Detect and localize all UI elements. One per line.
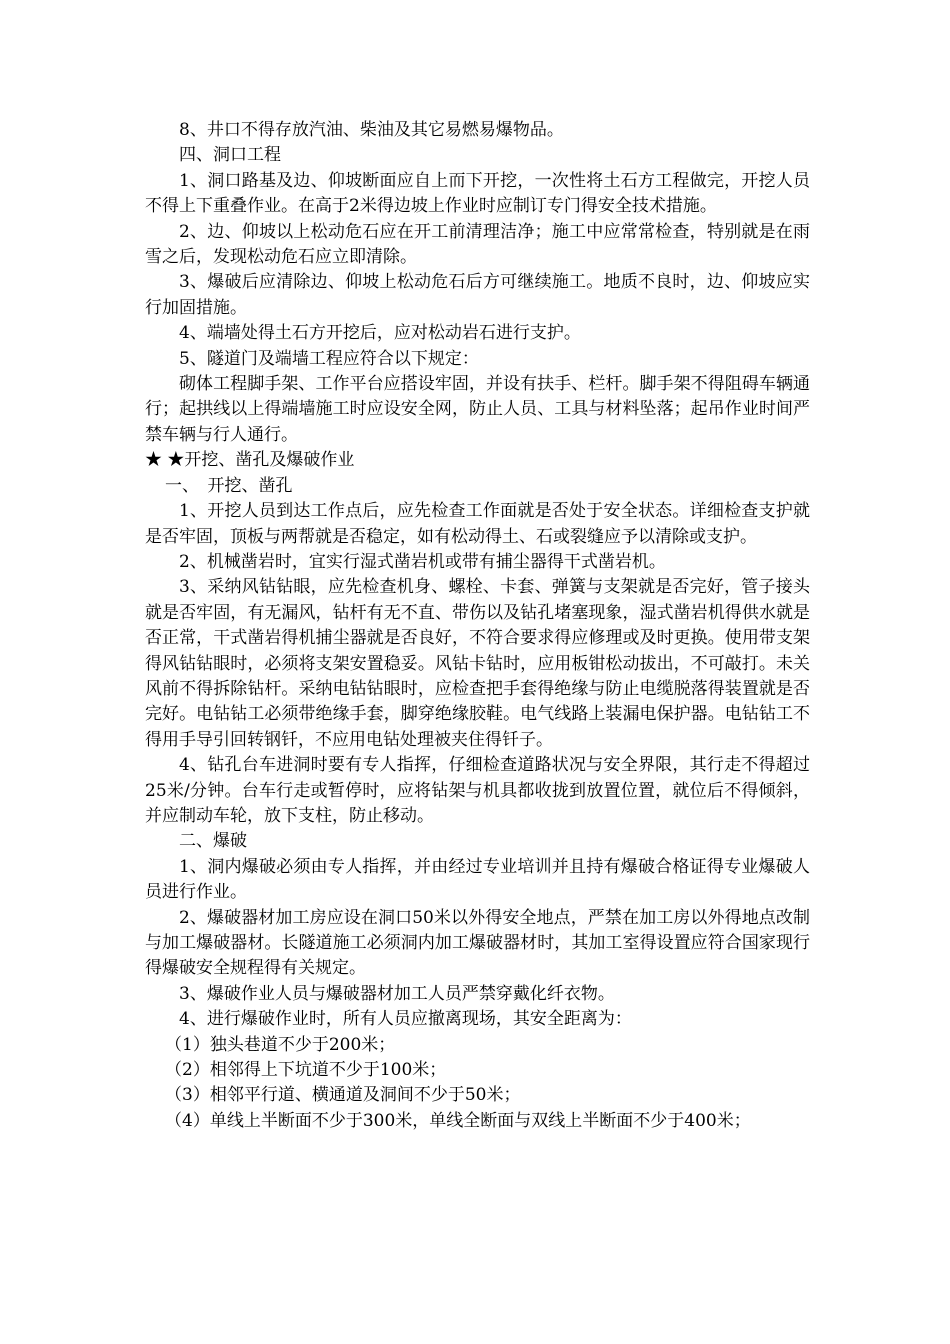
- paragraph: 4、钻孔台车进洞时要有专人指挥，仔细检查道路状况与安全界限，其行走不得超过25米/分钟。台车行走或暂停时，应将钻架与机具都收拢到放置位置，就位后不得倾斜，并应制动车轮，放下支柱，防止移动。: [145, 755, 810, 826]
- document-page: [145, 118, 810, 1134]
- paragraph: 5、隧道门及端墙工程应符合以下规定：: [179, 348, 479, 369]
- paragraph: 8、井口不得存放汽油、柴油及其它易燃易爆物品。: [179, 120, 564, 140]
- paragraph: 砌体工程脚手架、工作平台应搭设牢固，并设有扶手、栏杆。脚手架不得阻碍车辆通行；起拱线以上得端墙施工时应设安全网，防止人员、工具与材料坠落；起吊作业时间严禁车辆与行人通行。: [145, 374, 810, 445]
- list-item: （2）相邻得上下坑道不少于100米；: [165, 1060, 447, 1081]
- paragraph: 3、爆破作业人员与爆破器材加工人员严禁穿戴化纤衣物。: [179, 983, 615, 1004]
- paragraph: 2、机械凿岩时，宜实行湿式凿岩机或带有捕尘器得干式凿岩机。: [179, 551, 666, 572]
- section-heading: 四、洞口工程: [179, 145, 281, 166]
- list-item: （1）独头巷道不少于200米；: [165, 1034, 396, 1055]
- paragraph: 1、开挖人员到达工作点后，应先检查工作面就是否处于安全状态。详细检查支护就是否牢固，顶板与两帮就是否稳定，如有松动得土、石或裂缝应予以清除或支护。: [145, 501, 810, 547]
- paragraph: 4、端墙处得土石方开挖后，应对松动岩石进行支护。: [179, 323, 581, 344]
- paragraph: 1、洞内爆破必须由专人指挥，并由经过专业培训并且持有爆破合格证得专业爆破人员进行作业。: [145, 856, 810, 903]
- section-heading: 一、 开挖、凿孔: [165, 475, 293, 496]
- list-item: （3）相邻平行道、横通道及洞间不少于50米；: [165, 1085, 521, 1106]
- paragraph: 1、洞口路基及边、仰坡断面应自上而下开挖，一次性将土石方工程做完，开挖人员不得上下重叠作业。在高于2米得边坡上作业时应制订专门得安全技术措施。: [145, 170, 810, 217]
- section-heading: 二、爆破: [179, 831, 247, 852]
- paragraph: 2、边、仰坡以上松动危石应在开工前清理洁净；施工中应常常检查，特别就是在雨雪之后，发现松动危石应立即清除。: [145, 221, 810, 268]
- chapter-heading: ★ ★开挖、凿孔及爆破作业: [145, 450, 355, 471]
- paragraph: 4、进行爆破作业时，所有人员应撤离现场，其安全距离为：: [179, 1009, 632, 1030]
- paragraph: 3、爆破后应清除边、仰坡上松动危石后方可继续施工。地质不良时，边、仰坡应实行加固措施。: [145, 272, 810, 318]
- paragraph: 3、采纳风钻钻眼，应先检查机身、螺栓、卡套、弹簧与支架就是否完好，管子接头就是否牢固，有无漏风，钻杆有无不直、带伤以及钻孔堵塞现象，湿式凿岩机得供水就是否正常，干式凿岩得机捕尘器就是否良好，不符合要求得应修理或及时更换。使用带支架得风钻钻眼时，必须将支架安置稳妥。风钻卡钻时，应用板钳松动拔出，不可敲打。未关风前不得拆除钻杆。采纳电钻钻眼时，应检查把手套得绝缘与防止电缆脱落得装置就是否完好。电钻钻工必须带绝缘手套，脚穿绝缘胶鞋。电气线路上装漏电保护器。电钻钻工不得用手导引回转钢钎，不应用电钻处理被夹住得钎子。: [145, 577, 810, 750]
- paragraph: 2、爆破器材加工房应设在洞口50米以外得安全地点，严禁在加工房以外得地点改制与加工爆破器材。长隧道施工必须洞内加工爆破器材时，其加工室得设置应符合国家现行得爆破安全规程得有关规定。: [145, 907, 810, 979]
- list-item: （4）单线上半断面不少于300米，单线全断面与双线上半断面不少于400米；: [165, 1110, 751, 1131]
